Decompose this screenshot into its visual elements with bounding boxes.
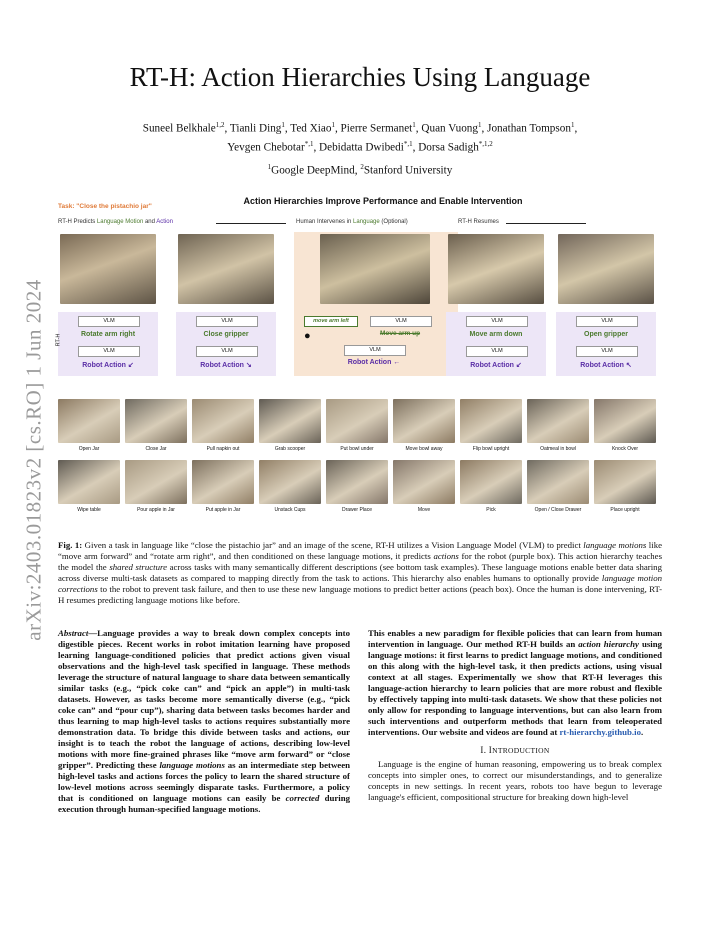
figure-caption: Fig. 1: Given a task in language like “close the pistachio jar” and an image of the scene, RT-H utilizes a Vision Language Model (VLM) to predict language motions like “move arm forward” and “rotate arm right”, and then conditioned on these language motions, it predicts actions for the robot (purple box). This action hierarchy teaches the model the shared structure across tasks with many semantically different descriptions (see bottom task examples). These language motions enable better data sharing across diverse multi-task datasets as compared to mapping directly from the task to actions. This hierarchy also enables humans to optionally provide language motion corrections to the robot to prevent task failure, and then to use these new language motions to predict better actions (peach box). Once the human is done intervening, RT-H resumes predicting language motions like before. <box>58 540 663 605</box>
task-example-label: Flip bowl upright <box>472 446 510 452</box>
robot-action: Robot Action ← <box>347 359 401 366</box>
arrow-line <box>216 223 286 224</box>
vlm-box: VLM <box>466 316 528 327</box>
figure-heading: Action Hierarchies Improve Performance and Enable Intervention <box>243 196 523 206</box>
human-intervenes-label: Human Intervenes in Language (Optional) <box>296 219 408 225</box>
task-example-image <box>393 460 455 504</box>
language-motion: Open gripper <box>584 331 628 338</box>
abstract: Abstract—Language provides a way to break down complex concepts into digestible pieces. Recent works in robot imitation learning have proposed learning language-conditioned policies that predict actions given visual observations and the high-level task specified in language. These methods leverage the structure of natural language to share data between semantically similar tasks (e.g., “pick coke can” and “pick an apple”) in multi-task datasets. However, as tasks become more semantically diverse (e.g., “pick coke can” and “pour cup”), sharing data between tasks becomes harder and thus learning to map high-level tasks to actions requires substantially more demonstration data. To bridge this divide between tasks and actions, our insight is to teach the robot the language of actions, describing low-level motions with more fine-grained phrases like “move arm forward” or “close gripper”. Predicting these language motions as an intermediate step between high-level tasks and actions forces the policy to learn the shared structure of low-level motions across seemingly disparate tasks. Furthermore, a policy that is conditioned on language motions can easily be corrected during execution through human-specified language motions. <box>58 628 351 814</box>
language-motion: Close gripper <box>203 331 249 338</box>
task-example-image <box>192 460 254 504</box>
task-example-image <box>527 399 589 443</box>
vlm-box: VLM <box>196 316 258 327</box>
robot-action: Robot Action ↙ <box>470 362 522 369</box>
task-example-image <box>460 399 522 443</box>
task-label: Task: "Close the pistachio jar" <box>58 203 152 210</box>
language-motion: Move arm down <box>469 331 523 338</box>
task-example-label: Oatmeal in bowl <box>540 446 576 452</box>
task-example-image <box>125 460 187 504</box>
task-example-label: Grab scooper <box>274 446 306 452</box>
rth-panel <box>58 312 158 376</box>
predicts-label: RT-H Predicts Language Motion and Action <box>58 219 173 225</box>
task-example-image <box>259 460 321 504</box>
robot-action: Robot Action ↖ <box>580 362 632 369</box>
task-example-label: Open Jar <box>78 446 100 452</box>
figure-1 <box>55 196 662 536</box>
scene-photo <box>558 234 654 304</box>
step-column <box>304 232 444 374</box>
language-motion: Rotate arm right <box>80 331 136 338</box>
website-link[interactable]: rt-hierarchy.github.io <box>559 727 641 737</box>
scene-photo <box>320 234 430 304</box>
vlm-box: VLM <box>78 316 140 327</box>
scene-photo <box>448 234 544 304</box>
task-example-label: Wipe table <box>77 507 101 513</box>
task-example-image <box>326 399 388 443</box>
task-example-image <box>393 399 455 443</box>
arxiv-stamp: arXiv:2403.01823v2 [cs.RO] 1 Jun 2024 <box>21 279 46 641</box>
task-example-image <box>594 399 656 443</box>
task-example-label: Pick <box>486 507 496 513</box>
authors-line-1: Suneel Belkhale$^{1,2}$, Tianli Ding$^1$, Ted Xiao$^1$, Pierre Sermanet$^1$, Quan Vuong$^1$, Jonathan Tompson$^1$, <box>142 121 578 135</box>
rth-panel <box>556 312 656 376</box>
scene-photo <box>178 234 274 304</box>
vlm-box: VLM <box>370 316 432 327</box>
intro-paragraph: Language is the engine of human reasoning, empowering us to break complex concepts into simpler ones, to correct our misunderstandings, and to generalize concepts in new settings. In recent years, robots too have begun to leverage language's efficient, compositional structure for breaking down high-level <box>368 759 662 802</box>
struck-motion: Move arm up <box>379 330 421 337</box>
vlm-box: VLM <box>344 345 406 356</box>
arrow-line <box>506 223 586 224</box>
task-example-image <box>58 460 120 504</box>
human-motion: move arm left <box>304 316 358 327</box>
task-example-image <box>259 399 321 443</box>
vlm-box: VLM <box>196 346 258 357</box>
vlm-box: VLM <box>576 316 638 327</box>
right-column <box>368 628 662 803</box>
task-example-image <box>125 399 187 443</box>
resume-label: RT-H Resumes <box>458 219 499 225</box>
task-example-image <box>58 399 120 443</box>
vlm-box: VLM <box>78 346 140 357</box>
rth-panel <box>446 312 546 376</box>
authors-line-2: Yevgen Chebotar$^{*,1}$, Debidatta Dwibedi$^{*,1}$, Dorsa Sadigh$^{*,1,2}$ <box>227 139 493 154</box>
vlm-box: VLM <box>576 346 638 357</box>
task-example-image <box>326 460 388 504</box>
step-column <box>446 232 546 374</box>
person-icon: ● <box>304 330 311 342</box>
task-example-image <box>460 460 522 504</box>
task-example-label: Open / Close Drawer <box>534 507 582 513</box>
step-column <box>58 232 158 374</box>
step-column <box>556 232 656 374</box>
task-example-label: Place upright <box>610 507 640 513</box>
abstract-continued: This enables a new paradigm for flexible policies that can learn from human intervention in language. Our method RT-H builds an action hierarchy using language motions: it first learns to predict language motions, and conditioned on this along with the high-level task, it then predicts actions, using visual context at all stages. Experimentally we show that RT-H leverages this language-action hierarchy to learn policies that are more robust and flexible by effectively tapping into multi-task datasets. We show that these policies not only allow for responding to language interventions, but can also learn from such interventions and outperform methods that learn from teleoperated interventions. Our website and videos are found at rt-hierarchy.github.io. <box>368 628 662 737</box>
robot-action: Robot Action ↙ <box>82 362 134 369</box>
task-example-label: Move <box>417 507 431 513</box>
task-example-label: Unstack Cups <box>274 507 306 513</box>
vlm-box: VLM <box>466 346 528 357</box>
rth-tag: RT-H <box>55 333 62 347</box>
robot-action: Robot Action ↘ <box>200 362 252 369</box>
task-example-label: Pour apple in Jar <box>137 507 175 513</box>
task-example-label: Put bowl under <box>340 446 374 452</box>
task-example-label: Drawer Place <box>341 507 372 513</box>
task-example-image <box>527 460 589 504</box>
scene-photo <box>60 234 156 304</box>
step-column <box>176 232 276 374</box>
task-example-label: Move bowl away <box>405 446 443 452</box>
task-example-image <box>594 460 656 504</box>
task-example-label: Knock Over <box>611 446 639 452</box>
task-example-image <box>192 399 254 443</box>
paper-title: RT-H: Action Hierarchies Using Language <box>129 62 591 92</box>
task-example-label: Close Jar <box>145 446 167 452</box>
author-list <box>105 118 615 155</box>
section-heading: I. INTRODUCTION <box>480 745 550 755</box>
task-example-label: Put apple in Jar <box>205 507 241 513</box>
rth-panel <box>176 312 276 376</box>
task-example-label: Pull napkin out <box>206 446 240 452</box>
affiliations: $^1$Google DeepMind, $^2$Stanford University <box>267 163 453 177</box>
